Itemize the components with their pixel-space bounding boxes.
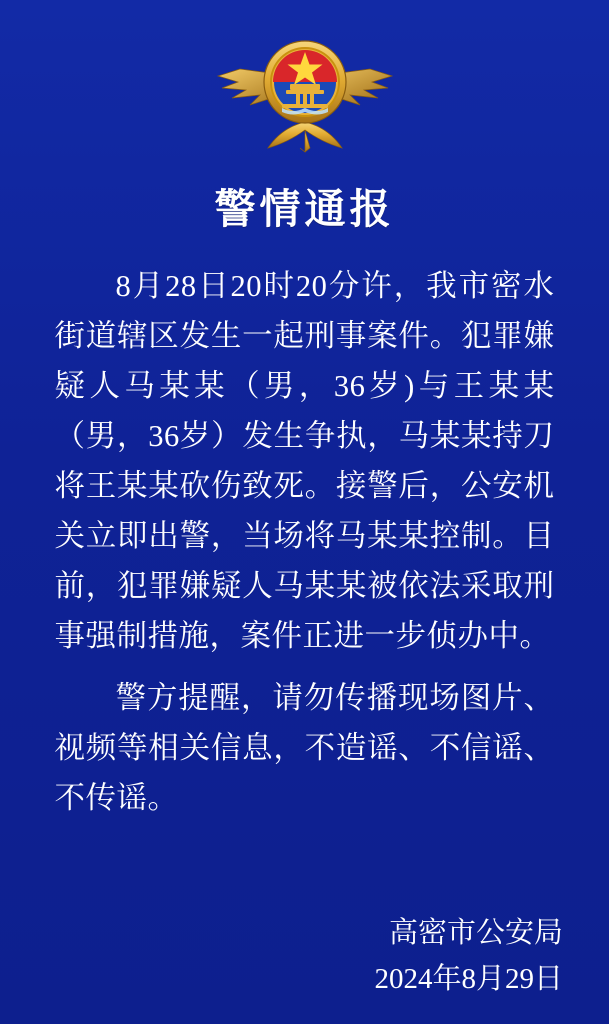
issuer-name: 高密市公安局 — [388, 917, 563, 949]
notice-paragraph-1: 8月28日20时20分许，我市密水街道辖区发生一起刑事案件。犯罪嫌疑人马某某（男，36岁)与王某某（男，36岁）发生争执，马某某持刀将王某某砍伤致死。接警后，公安机关立即出警，当场将马某某控制。目前，犯罪嫌疑人马某某被依法采取刑事强制措施，案件正进一步侦办中。 — [54, 269, 555, 653]
notice-body — [55, 261, 555, 827]
police-badge-icon — [210, 26, 400, 154]
page-title: 警情通报 — [214, 186, 395, 232]
issue-date: 2024年8月29日 — [374, 963, 563, 995]
notice-footer — [374, 910, 563, 1002]
notice-paragraph-2: 警方提醒，请勿传播现场图片、视频等相关信息，不造谣、不信谣、不传谣。 — [54, 681, 555, 815]
